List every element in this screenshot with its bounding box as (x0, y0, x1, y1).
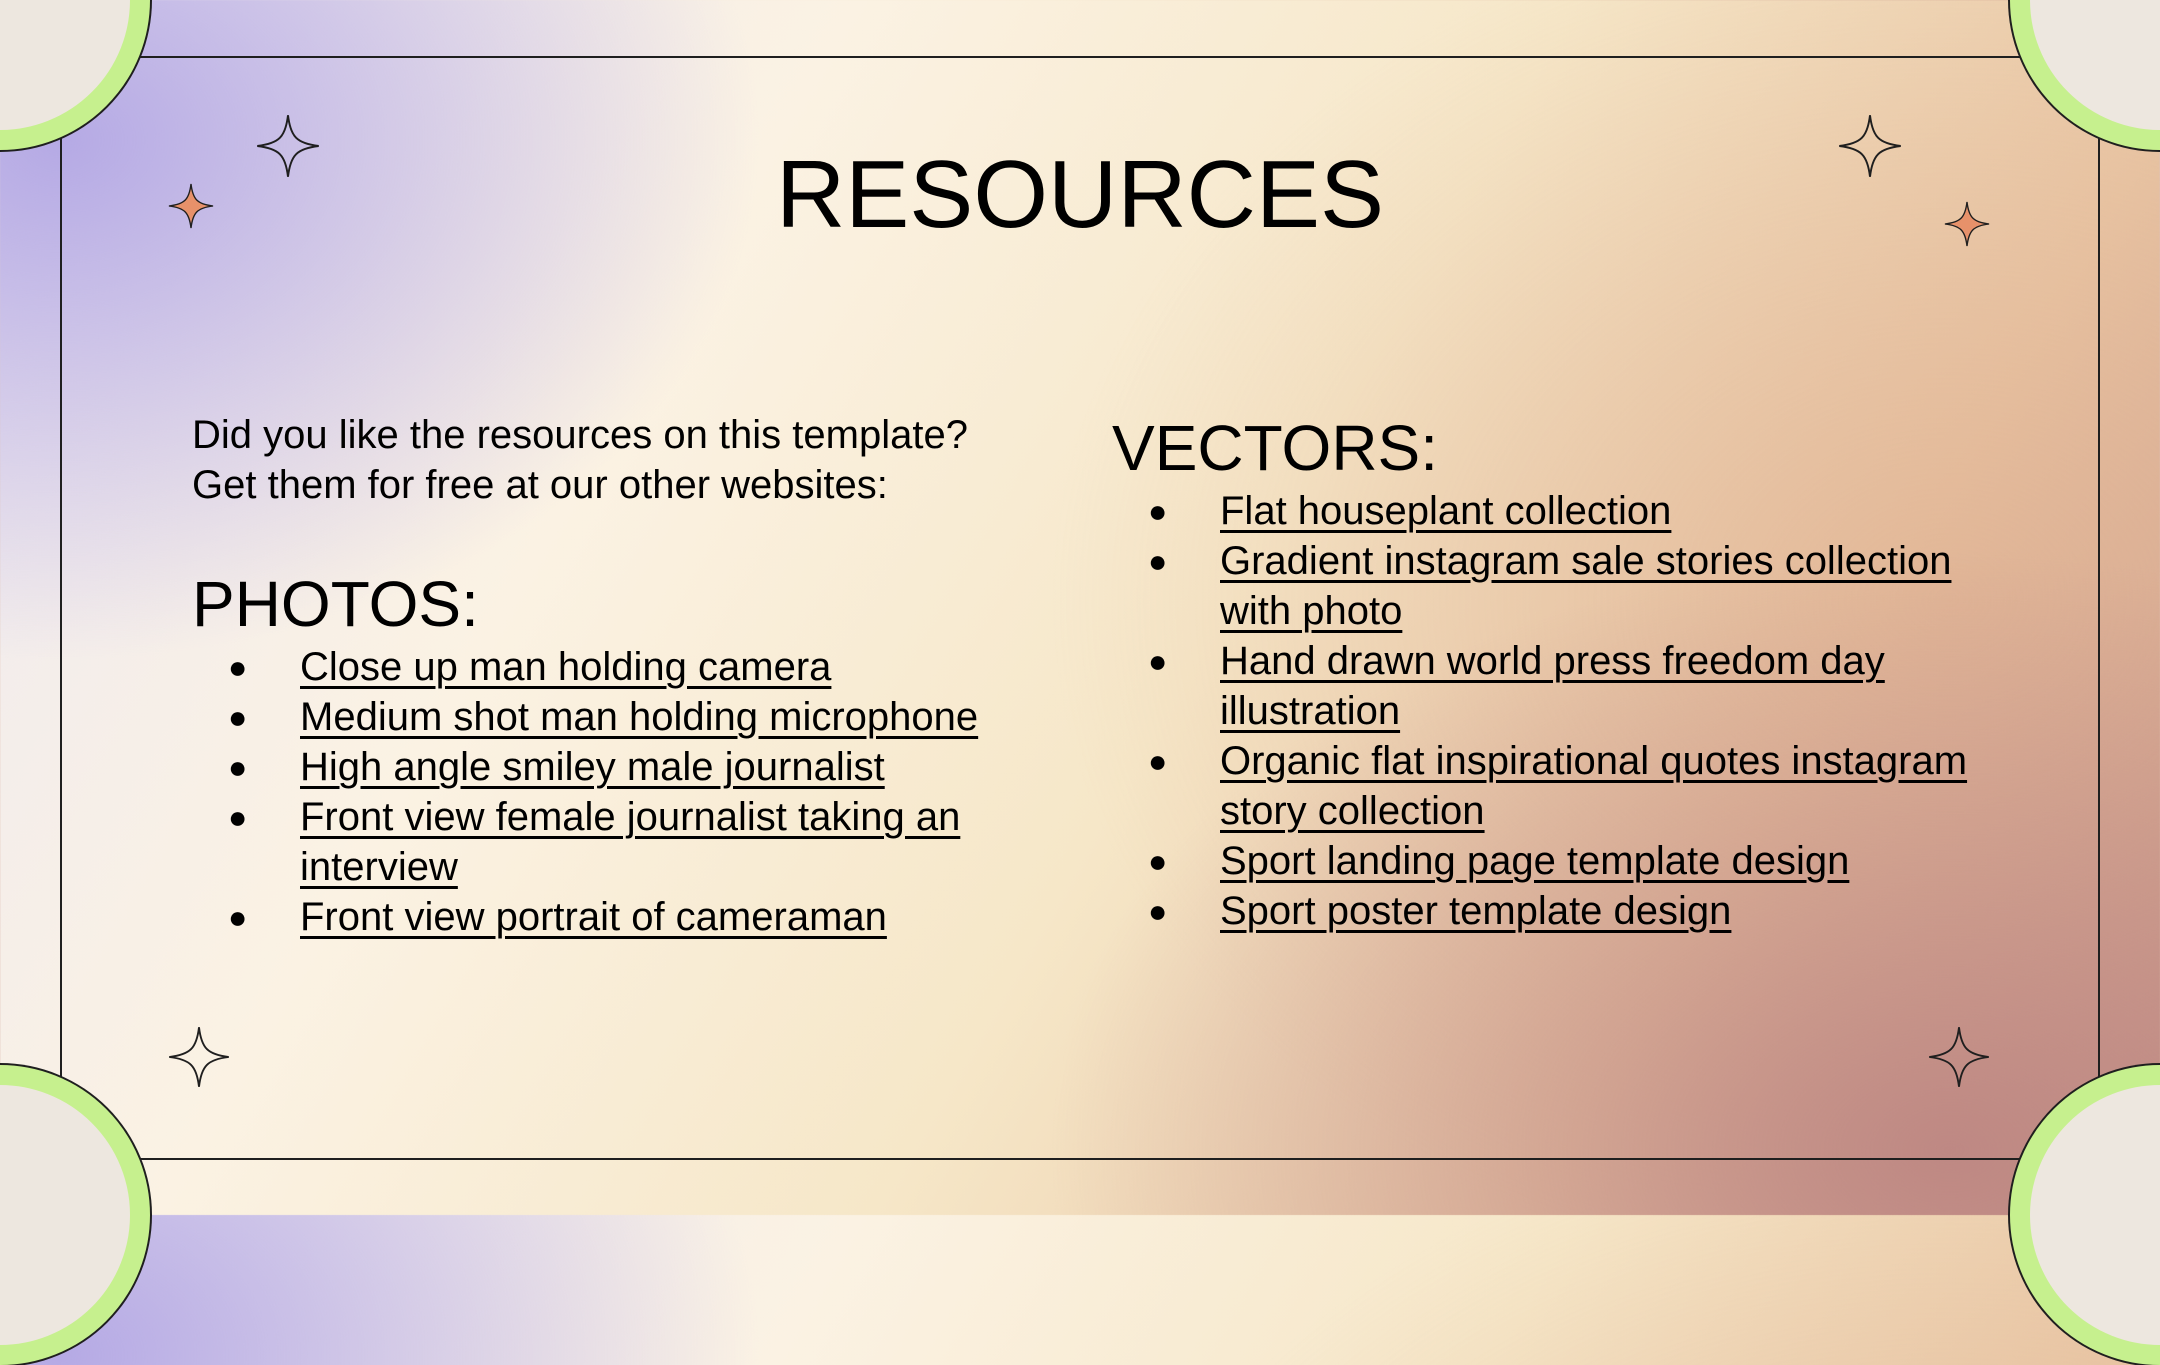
list-item (1112, 536, 1972, 636)
list-item (1112, 886, 1972, 936)
bullet-icon: ● (228, 649, 248, 685)
vectors-list (1112, 486, 1972, 936)
list-item (1112, 836, 1972, 886)
bullet-icon: ● (228, 799, 248, 835)
bullet-icon: ● (1148, 493, 1168, 529)
list-item (192, 892, 1052, 942)
photo-link[interactable]: High angle smiley male journalist (300, 745, 885, 789)
photos-list (192, 642, 1052, 942)
vector-link[interactable]: Flat houseplant collection (1220, 489, 1672, 533)
list-item (1112, 736, 1972, 836)
vectors-heading: VECTORS: (1112, 412, 1438, 484)
list-item (192, 792, 1052, 892)
bullet-icon: ● (1148, 543, 1168, 579)
bullet-icon: ● (228, 749, 248, 785)
sparkle-icon (168, 1026, 230, 1088)
list-item (192, 692, 1052, 742)
page-title: RESOURCES (775, 141, 1385, 248)
list-item (1112, 486, 1972, 536)
right-column (1112, 410, 1972, 936)
bullet-icon: ● (228, 699, 248, 735)
photo-link[interactable]: Medium shot man holding microphone (300, 695, 979, 739)
photos-heading: PHOTOS: (192, 568, 479, 640)
bullet-icon: ● (1148, 893, 1168, 929)
vector-link[interactable]: Organic flat inspirational quotes instagram story collection (1220, 739, 1968, 833)
bullet-icon: ● (228, 899, 248, 935)
left-column (192, 410, 1052, 942)
vector-link[interactable]: Sport poster template design (1220, 889, 1732, 933)
photo-link[interactable]: Close up man holding camera (300, 645, 832, 689)
bullet-icon: ● (1148, 643, 1168, 679)
bullet-icon: ● (1148, 743, 1168, 779)
intro-line-2: Get them for free at our other websites: (192, 463, 888, 507)
intro-line-1: Did you like the resources on this template? (192, 413, 968, 457)
vector-link[interactable]: Hand drawn world press freedom day illustration (1220, 639, 1885, 733)
sparkle-icon (1928, 1026, 1990, 1088)
photo-link[interactable]: Front view female journalist taking an interview (300, 795, 961, 889)
photo-link[interactable]: Front view portrait of cameraman (300, 895, 887, 939)
list-item (1112, 636, 1972, 736)
intro-text (192, 410, 1052, 510)
vector-link[interactable]: Gradient instagram sale stories collection with photo (1220, 539, 1952, 633)
list-item (192, 742, 1052, 792)
list-item (192, 642, 1052, 692)
bullet-icon: ● (1148, 843, 1168, 879)
vector-link[interactable]: Sport landing page template design (1220, 839, 1850, 883)
